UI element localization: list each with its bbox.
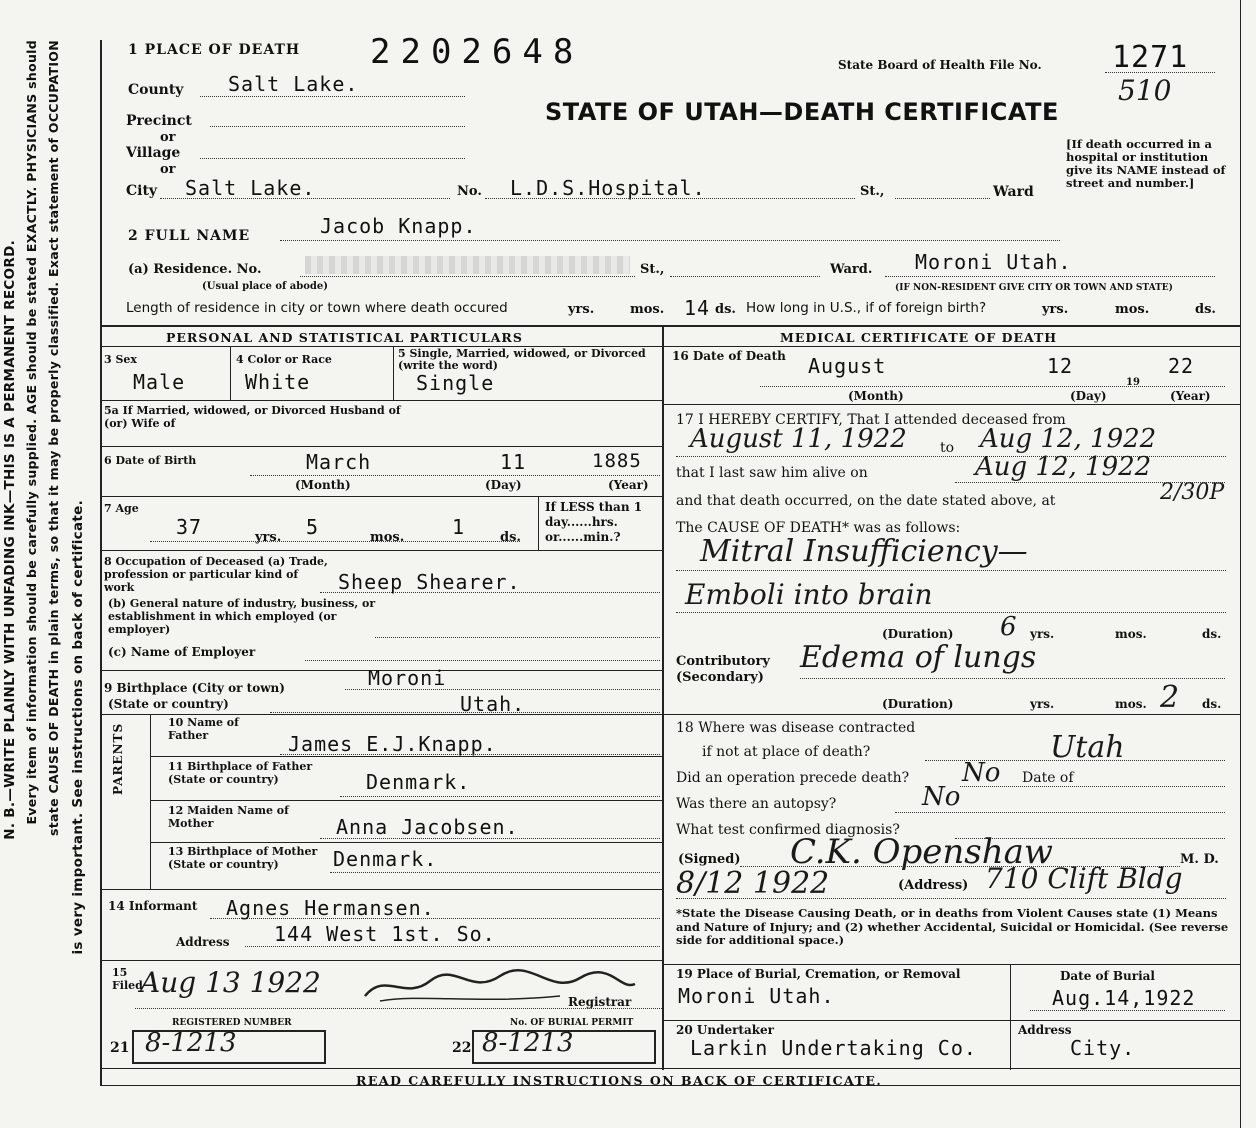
county-value: Salt Lake.	[228, 72, 359, 96]
city-label: City	[126, 183, 158, 199]
informant-address-label: Address	[176, 935, 230, 949]
footnote: *State the Disease Causing Death, or in deaths from Violent Causes state (1) Means and Nature of Injury; and (2) whether Accidental, Suicidal or Homicidal. (See reverse side for additional space.)	[676, 906, 1229, 947]
attended-from-date: August 11, 1922	[690, 424, 907, 454]
frame-left	[100, 40, 102, 1085]
undertaker-name: Larkin Undertaking Co.	[690, 1036, 977, 1060]
cause-of-death-1: Mitral Insufficiency—	[700, 534, 1028, 569]
us-mos: mos.	[1115, 302, 1150, 317]
occupation-value: Sheep Shearer.	[338, 570, 521, 594]
duration-2-mos-label: mos.	[1115, 697, 1147, 711]
date-of-death-month: August	[808, 354, 887, 378]
occupation-label: 8 Occupation of Deceased (a) Trade, profession or particular kind of work	[104, 555, 328, 594]
duration-1-yrs-label: yrs.	[1030, 627, 1055, 641]
margin-instruction-2: Every item of information should be carefully supplied. AGE should be stated EXACTLY. PHYSICIANS should	[24, 40, 39, 825]
time-of-death: 2/30P	[1160, 480, 1225, 505]
ward-label: Ward	[993, 184, 1034, 200]
or-label-1: or	[160, 130, 176, 145]
age-days: 1	[452, 515, 466, 539]
or-label-2: or	[160, 162, 176, 177]
footer-instructions: READ CAREFULLY INSTRUCTIONS ON BACK OF CERTIFICATE.	[356, 1073, 883, 1088]
st-label: St.,	[860, 184, 885, 199]
birthplace-label: 9 Birthplace (City or town)	[104, 681, 285, 695]
dod-month-caption: (Month)	[848, 389, 904, 403]
age-years: 37	[176, 515, 203, 539]
autopsy-question: Was there an autopsy?	[676, 796, 837, 812]
mother-birthplace-label: 13 Birthplace of Mother (State or country)	[168, 845, 318, 871]
attended-to-label: to	[940, 440, 955, 456]
disease-contracted-place: Utah	[1050, 730, 1125, 765]
duration-2-months: 2	[1160, 680, 1180, 715]
length-yrs: yrs.	[568, 302, 595, 317]
autopsy-answer: No	[922, 782, 961, 812]
dob-year-caption: (Year)	[608, 478, 649, 492]
registered-number-value: 8-1213	[145, 1028, 237, 1058]
industry-label: (b) General nature of industry, business, or establishment in which employed (or employer)	[108, 597, 376, 636]
dob-year: 1885	[592, 450, 642, 472]
residence-redacted	[305, 256, 630, 274]
city-value: Salt Lake.	[185, 176, 316, 200]
us-residence-label: How long in U.S., if of foreign birth?	[746, 300, 987, 316]
contributory-label: Contributory (Secondary)	[676, 654, 770, 685]
less-than-day-label: If LESS than 1 day......hrs. or......min.?	[545, 500, 643, 544]
dob-day: 11	[500, 450, 527, 474]
length-mos: mos.	[630, 302, 665, 317]
parents-label: PARENTS	[111, 722, 125, 795]
sex-label: 3 Sex	[104, 353, 137, 366]
village-label: Village	[126, 145, 181, 161]
burial-place-label: 19 Place of Burial, Cremation, or Removal	[676, 967, 961, 981]
field-22-label: 22	[452, 1040, 472, 1056]
duration-2-ds-label: ds.	[1202, 697, 1222, 711]
burial-place: Moroni Utah.	[678, 984, 835, 1008]
informant-name: Agnes Hermansen.	[226, 896, 435, 920]
employer-label: (c) Name of Employer	[108, 645, 256, 659]
dod-day-caption: (Day)	[1070, 389, 1107, 403]
test-question: What test confirmed diagnosis?	[676, 822, 900, 838]
physician-address-label: (Address)	[898, 878, 969, 893]
birthplace-city: Moroni	[368, 666, 447, 690]
us-yrs: yrs.	[1042, 302, 1069, 317]
margin-instruction-4: is very important. See instructions on back of certificate.	[70, 500, 86, 955]
length-days-value: 14	[684, 296, 711, 320]
signature-date: 8/12 1922	[676, 866, 830, 901]
q18-sublabel: if not at place of death?	[702, 744, 871, 760]
grid-center-divider	[662, 325, 664, 1070]
father-name: James E.J.Knapp.	[288, 732, 497, 756]
residence-st-label: St.,	[640, 262, 665, 277]
age-yrs-label: yrs.	[255, 530, 282, 545]
contributory-cause: Edema of lungs	[800, 640, 1037, 675]
mother-name-label: 12 Maiden Name of Mother	[168, 804, 289, 830]
marital-label: 5 Single, Married, widowed, or Divorced (write the word)	[398, 347, 646, 372]
death-occurred-statement: and that death occurred, on the date stated above, at	[676, 493, 1056, 509]
father-name-label: 10 Name of Father	[168, 716, 239, 742]
operation-question: Did an operation precede death?	[676, 770, 910, 786]
marital-value: Single	[416, 371, 495, 395]
md-label: M. D.	[1180, 852, 1219, 867]
informant-label: 14 Informant	[108, 899, 198, 913]
dod-century: 19	[1126, 377, 1140, 388]
us-ds: ds.	[1195, 302, 1216, 317]
age-label: 7 Age	[104, 502, 139, 515]
last-saw-statement: that I last saw him alive on	[676, 465, 868, 481]
registrar-label: Registrar	[568, 995, 632, 1009]
operation-answer: No	[962, 758, 1001, 788]
operation-date-label: Date of	[1022, 770, 1074, 786]
physician-signature: C.K. Openshaw	[790, 832, 1054, 872]
dob-month-caption: (Month)	[295, 478, 351, 492]
birthplace-state: Utah.	[460, 692, 526, 716]
medical-heading: MEDICAL CERTIFICATE OF DEATH	[780, 330, 1058, 345]
residence-label: (a) Residence. No.	[128, 262, 262, 277]
dob-label: 6 Date of Birth	[104, 454, 197, 467]
date-of-death-label: 16 Date of Death	[672, 349, 786, 363]
grid-top-line	[100, 325, 1240, 327]
duration-2-yrs-label: yrs.	[1030, 697, 1055, 711]
duration-1-mos-label: mos.	[1115, 627, 1147, 641]
filed-signature: Aug 13 1922	[140, 966, 321, 999]
hospital-note: [If death occurred in a hospital or institution give its NAME instead of street and number.]	[1066, 137, 1226, 190]
margin-instruction-1: N. B.—WRITE PLAINLY WITH UNFADING INK—THIS IS A PERMANENT RECORD.	[2, 240, 18, 840]
no-label: No.	[457, 184, 482, 199]
signed-label: (Signed)	[678, 852, 741, 867]
burial-permit-label: No. OF BURIAL PERMIT	[510, 1018, 634, 1028]
certify-statement: 17 I HEREBY CERTIFY, That I attended deceased from	[676, 412, 1066, 428]
undertaker-address: City.	[1070, 1036, 1136, 1060]
last-saw-date: Aug 12, 1922	[975, 452, 1152, 482]
sex-value: Male	[133, 370, 186, 394]
undertaker-address-label: Address	[1018, 1023, 1072, 1037]
usual-abode-note: (Usual place of abode)	[202, 281, 328, 292]
undertaker-label: 20 Undertaker	[676, 1023, 775, 1037]
q18-label: 18 Where was disease contracted	[676, 720, 916, 736]
duration-label-1: (Duration)	[882, 627, 954, 641]
dob-day-caption: (Day)	[485, 478, 522, 492]
certificate-title: STATE OF UTAH—DEATH CERTIFICATE	[545, 98, 1059, 126]
length-ds: ds.	[715, 302, 736, 317]
date-of-death-day: 12	[1047, 354, 1074, 378]
residence-ward-label: Ward.	[830, 262, 873, 277]
certificate-number: 2202648	[370, 32, 584, 72]
color-value: White	[245, 370, 311, 394]
color-label: 4 Color or Race	[236, 353, 332, 366]
field-21-label: 21	[110, 1040, 130, 1056]
frame-right	[1240, 0, 1241, 1128]
non-resident-note: (IF NON-RESIDENT GIVE CITY OR TOWN AND STATE)	[895, 283, 1173, 293]
residence-value: Moroni Utah.	[915, 250, 1072, 274]
duration-label-2: (Duration)	[882, 697, 954, 711]
date-of-death-year: 22	[1168, 354, 1195, 378]
attended-to-date: Aug 12, 1922	[980, 424, 1157, 454]
physician-address: 710 Clift Bldg	[985, 862, 1183, 895]
registered-number-label: REGISTERED NUMBER	[172, 1018, 292, 1028]
cause-of-death-label: The CAUSE OF DEATH* was as follows:	[676, 520, 961, 536]
dod-year-caption: (Year)	[1170, 389, 1211, 403]
burial-date: Aug.14,1922	[1052, 986, 1196, 1010]
duration-1-ds-label: ds.	[1202, 627, 1222, 641]
filed-label: 15 Filed	[112, 966, 143, 992]
birthplace-state-label: (State or country)	[108, 697, 229, 711]
full-name-label: 2 FULL NAME	[128, 228, 251, 244]
dob-month: March	[306, 450, 372, 474]
mother-birthplace: Denmark.	[333, 847, 438, 871]
duration-1-years: 6	[1000, 612, 1017, 642]
mother-name: Anna Jacobsen.	[336, 815, 519, 839]
full-name-value: Jacob Knapp.	[320, 214, 477, 238]
burial-date-label: Date of Burial	[1060, 969, 1155, 983]
place-of-death-label: 1 PLACE OF DEATH	[128, 42, 301, 58]
age-mos-label: mos.	[370, 530, 405, 545]
informant-address: 144 West 1st. So.	[274, 922, 496, 946]
file-number-label: State Board of Health File No.	[838, 58, 1042, 72]
precinct-label: Precinct	[126, 113, 192, 129]
file-number: 1271	[1112, 40, 1189, 75]
cause-of-death-2: Emboli into brain	[685, 578, 933, 611]
county-label: County	[128, 82, 184, 98]
age-months: 5	[306, 515, 320, 539]
file-number-secondary: 510	[1118, 74, 1172, 107]
burial-permit-value: 8-1213	[482, 1028, 574, 1058]
personal-heading: PERSONAL AND STATISTICAL PARTICULARS	[166, 330, 523, 345]
margin-instruction-3: state CAUSE OF DEATH in plain terms, so that it may be properly classified. Exact statement of OCCUPATION	[46, 40, 61, 836]
father-birthplace: Denmark.	[366, 770, 471, 794]
spouse-label: 5a If Married, widowed, or Divorced Husband of (or) Wife of	[104, 404, 401, 430]
father-birthplace-label: 11 Birthplace of Father (State or country)	[168, 760, 313, 786]
length-residence-label: Length of residence in city or town where death occured	[126, 300, 508, 316]
institution-value: L.D.S.Hospital.	[510, 176, 706, 200]
age-ds-label: ds.	[500, 530, 521, 545]
